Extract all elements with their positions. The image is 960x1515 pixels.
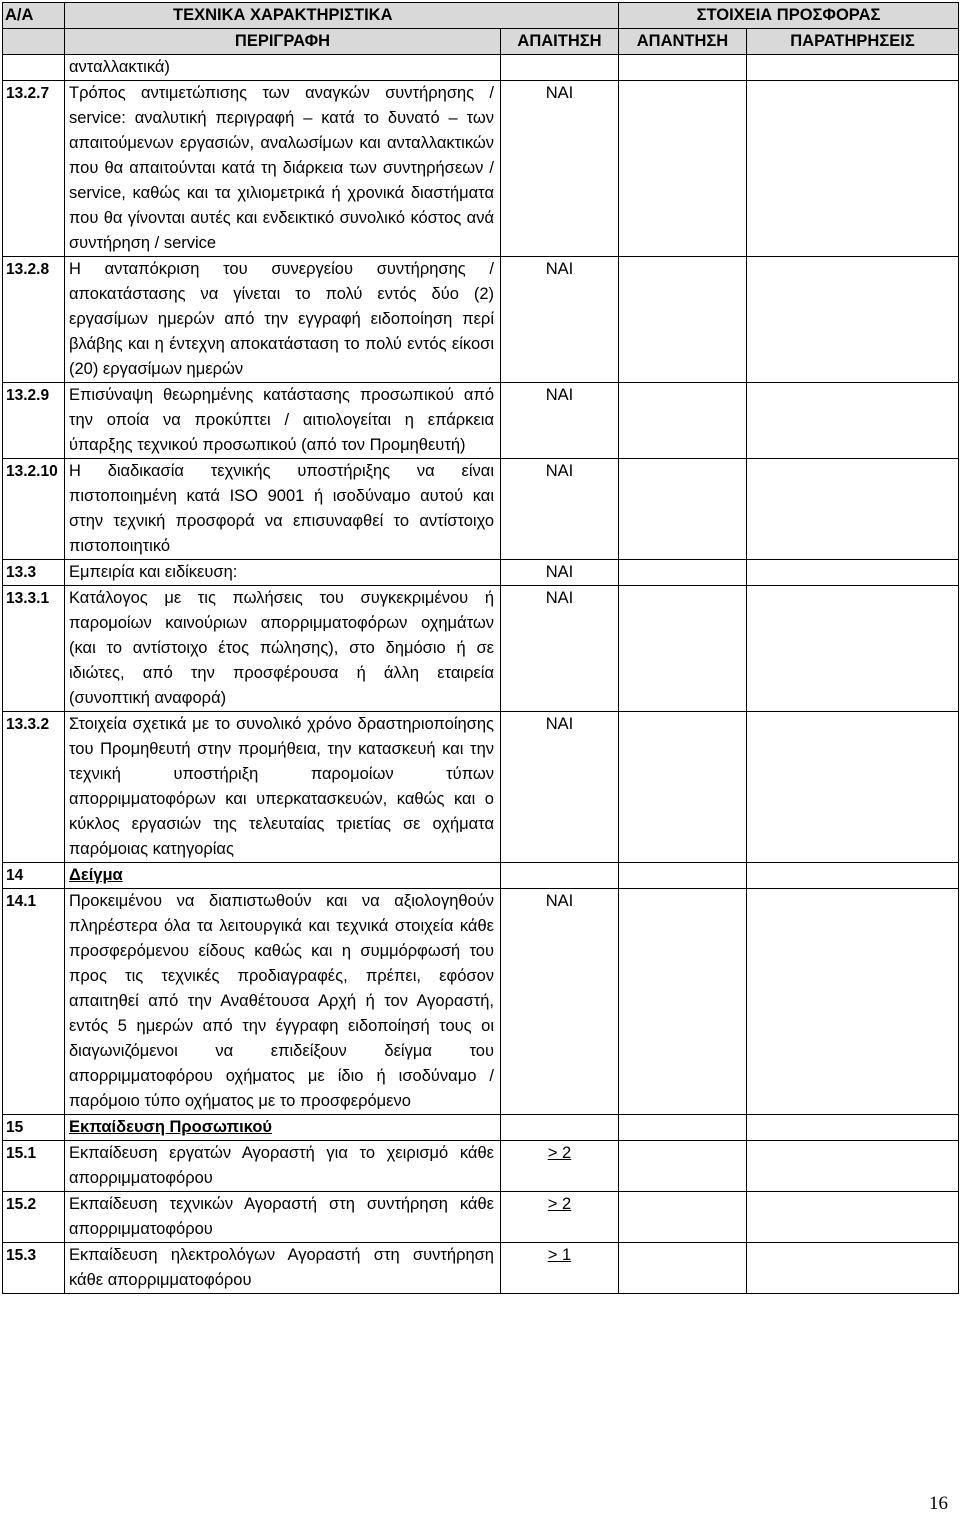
row-id bbox=[3, 889, 65, 1115]
table-row bbox=[3, 459, 959, 560]
row-answer bbox=[619, 1141, 747, 1192]
row-description bbox=[65, 560, 501, 586]
row-requirement bbox=[501, 81, 619, 257]
header-row-sub bbox=[3, 29, 959, 55]
row-description-text: Προκειμένου να διαπιστωθούν και να αξιολογηθούν πληρέστερα όλα τα λειτουργικά και τεχνικά στοιχεία κάθε προσφερόμενου είδους καθώς και η συμμόρφωσή του προς τις τεχνικές προδιαγραφές, πρέπει, εφόσον απαιτηθεί από την Αναθέτουσα Αρχή ή τον Αγοραστή, εντός 5 ημερών από την έγγραφη ειδοποίησή τους οι διαγωνιζόμενοι να επιδείξουν δείγμα του απορριμματοφόρου οχήματος με ίδιο ή ισοδύναμο / παρόμοιο τύπο οχήματος με το προσφερόμενο bbox=[69, 892, 494, 1110]
row-answer bbox=[619, 1243, 747, 1294]
row-requirement bbox=[501, 863, 619, 889]
row-id-text: 13.2.7 bbox=[6, 85, 50, 102]
row-notes bbox=[747, 863, 959, 889]
specifications-table bbox=[2, 2, 959, 1294]
row-requirement-text: ΝΑΙ bbox=[545, 892, 574, 910]
row-description-text: ανταλλακτικά) bbox=[69, 58, 170, 76]
header-col-id: Α/Α bbox=[3, 3, 65, 29]
row-requirement bbox=[501, 889, 619, 1115]
header-sub-ans: ΑΠΑΝΤΗΣΗ bbox=[619, 29, 747, 55]
row-requirement bbox=[501, 1243, 619, 1294]
row-description bbox=[65, 55, 501, 81]
header-col-offer: ΣΤΟΙΧΕΙΑ ΠΡΟΣΦΟΡΑΣ bbox=[619, 3, 959, 29]
row-description bbox=[65, 586, 501, 712]
row-description-text: Στοιχεία σχετικά με το συνολικό χρόνο δραστηριοποίησης του Προμηθευτή στην προμήθεια, την κατασκευή και την τεχνική υποστήριξη παρομοίων τύπων απορριμματοφόρων και υπερκατασκευών, καθώς και ο κύκλος εργασιών της τελευταίας τριετίας σε οχήματα παρόμοιας κατηγορίας bbox=[69, 715, 494, 858]
row-notes bbox=[747, 560, 959, 586]
row-requirement-text: ΝΑΙ bbox=[545, 589, 574, 607]
row-description bbox=[65, 1192, 501, 1243]
row-description-text: Η ανταπόκριση του συνεργείου συντήρησης / αποκατάστασης να γίνεται το πολύ εντός δύο (2) εργασίμων ημερών από την εγγραφή ειδοποίηση περί βλάβης και η έντεχνη αποκατάσταση το πολύ εντός είκοσι (20) εργασίμων ημερών bbox=[69, 260, 494, 378]
header-sub-req: ΑΠΑΙΤΗΣΗ bbox=[501, 29, 619, 55]
row-id-text: 15 bbox=[6, 1119, 24, 1136]
row-requirement bbox=[501, 257, 619, 383]
row-description bbox=[65, 383, 501, 459]
row-description-text: Εκπαίδευση εργατών Αγοραστή για το χειρισμό κάθε απορριμματοφόρου bbox=[69, 1144, 494, 1187]
row-description-text: Τρόπος αντιμετώπισης των αναγκών συντήρησης / service: αναλυτική περιγραφή – κατά το δυνατό – των απαιτούμενων εργασιών, αναλωσίμων και ανταλλακτικών που θα απαιτούνται κατά τη διάρκεια των συντηρήσεων / service, καθώς και τα χιλιομετρικά ή χρονικά διαστήματα που θα γίνονται αυτές και ενδεικτικό συνολικό κόστος ανά συντήρηση / service bbox=[69, 84, 494, 252]
row-description bbox=[65, 81, 501, 257]
row-id-text: 13.3.2 bbox=[6, 716, 50, 733]
row-id-text: 13.2.10 bbox=[6, 463, 58, 480]
row-notes bbox=[747, 1243, 959, 1294]
row-id bbox=[3, 257, 65, 383]
header-sub-notes: ΠΑΡΑΤΗΡΗΣΕΙΣ bbox=[747, 29, 959, 55]
row-description-text: Εκπαίδευση Προσωπικού bbox=[69, 1118, 273, 1136]
row-id bbox=[3, 560, 65, 586]
row-id bbox=[3, 459, 65, 560]
row-notes bbox=[747, 81, 959, 257]
row-answer bbox=[619, 1115, 747, 1141]
row-id bbox=[3, 712, 65, 863]
row-id bbox=[3, 586, 65, 712]
table-row bbox=[3, 257, 959, 383]
row-answer bbox=[619, 257, 747, 383]
row-description-text: Εκπαίδευση τεχνικών Αγοραστή στη συντήρηση κάθε απορριμματοφόρου bbox=[69, 1195, 494, 1238]
row-description-text: Επισύναψη θεωρημένης κατάστασης προσωπικού από την οποία να προκύπτει / αιτιολογείται η επάρκεια ύπαρξης τεχνικού προσωπικού (από τον Προμηθευτή) bbox=[69, 386, 494, 454]
table-row bbox=[3, 55, 959, 81]
table-row bbox=[3, 560, 959, 586]
row-notes bbox=[747, 712, 959, 863]
header-row-main bbox=[3, 3, 959, 29]
row-answer bbox=[619, 1192, 747, 1243]
row-answer bbox=[619, 81, 747, 257]
row-requirement bbox=[501, 1115, 619, 1141]
table-row bbox=[3, 586, 959, 712]
row-description-text: Εμπειρία και ειδίκευση: bbox=[69, 563, 238, 581]
row-requirement-text: ΝΑΙ bbox=[545, 260, 574, 278]
row-notes bbox=[747, 1141, 959, 1192]
row-id bbox=[3, 383, 65, 459]
row-description bbox=[65, 459, 501, 560]
header-col-tech-spacer bbox=[501, 3, 619, 29]
row-requirement-text: > 2 bbox=[547, 1144, 572, 1162]
row-answer bbox=[619, 586, 747, 712]
header-sub-desc: ΠΕΡΙΓΡΑΦΗ bbox=[65, 29, 501, 55]
table-row bbox=[3, 81, 959, 257]
row-description bbox=[65, 863, 501, 889]
row-id-text: 15.2 bbox=[6, 1196, 37, 1213]
row-description bbox=[65, 1141, 501, 1192]
row-id-text: 15.1 bbox=[6, 1145, 37, 1162]
row-requirement-text: > 1 bbox=[547, 1246, 572, 1264]
row-description bbox=[65, 712, 501, 863]
row-requirement bbox=[501, 712, 619, 863]
row-answer bbox=[619, 560, 747, 586]
row-id bbox=[3, 81, 65, 257]
row-id-text: 13.2.9 bbox=[6, 387, 50, 404]
row-notes bbox=[747, 1192, 959, 1243]
table-row bbox=[3, 1115, 959, 1141]
table-row bbox=[3, 863, 959, 889]
row-requirement-text: ΝΑΙ bbox=[545, 462, 574, 480]
table-body bbox=[3, 55, 959, 1294]
row-requirement bbox=[501, 560, 619, 586]
row-requirement bbox=[501, 586, 619, 712]
table-row bbox=[3, 712, 959, 863]
row-id bbox=[3, 1243, 65, 1294]
row-answer bbox=[619, 863, 747, 889]
header-col-tech: ΤΕΧΝΙΚΑ ΧΑΡΑΚΤΗΡΙΣΤΙΚΑ bbox=[65, 3, 501, 29]
table-row bbox=[3, 1243, 959, 1294]
row-answer bbox=[619, 55, 747, 81]
row-description bbox=[65, 889, 501, 1115]
row-notes bbox=[747, 383, 959, 459]
row-id bbox=[3, 1141, 65, 1192]
row-id bbox=[3, 1115, 65, 1141]
row-answer bbox=[619, 889, 747, 1115]
row-notes bbox=[747, 257, 959, 383]
row-id bbox=[3, 1192, 65, 1243]
table-row bbox=[3, 889, 959, 1115]
row-requirement bbox=[501, 459, 619, 560]
row-requirement bbox=[501, 1141, 619, 1192]
table-row bbox=[3, 383, 959, 459]
row-description bbox=[65, 1243, 501, 1294]
row-description-text: Εκπαίδευση ηλεκτρολόγων Αγοραστή στη συντήρηση κάθε απορριμματοφόρου bbox=[69, 1246, 494, 1289]
row-id-text: 14.1 bbox=[6, 893, 37, 910]
row-id-text: 15.3 bbox=[6, 1247, 37, 1264]
page-number: 16 bbox=[929, 1493, 948, 1514]
header-sub-empty bbox=[3, 29, 65, 55]
row-id-text: 13.3 bbox=[6, 564, 37, 581]
row-id bbox=[3, 55, 65, 81]
row-id-text: 13.2.8 bbox=[6, 261, 50, 278]
row-requirement-text: ΝΑΙ bbox=[545, 563, 574, 581]
row-id-text: 14 bbox=[6, 867, 24, 884]
row-requirement bbox=[501, 383, 619, 459]
row-description-text: Η διαδικασία τεχνικής υποστήριξης να είναι πιστοποιημένη κατά ISO 9001 ή ισοδύναμο αυτού και στην τεχνική προσφορά να επισυναφθεί το αντίστοιχο πιστοποιητικό bbox=[69, 462, 494, 555]
table-row bbox=[3, 1141, 959, 1192]
row-description bbox=[65, 1115, 501, 1141]
row-id bbox=[3, 863, 65, 889]
row-requirement-text: > 2 bbox=[547, 1195, 572, 1213]
row-description-text: Δείγμα bbox=[69, 866, 123, 884]
row-answer bbox=[619, 459, 747, 560]
row-notes bbox=[747, 889, 959, 1115]
row-requirement bbox=[501, 55, 619, 81]
row-id-text: 13.3.1 bbox=[6, 590, 50, 607]
row-answer bbox=[619, 712, 747, 863]
row-requirement-text: ΝΑΙ bbox=[545, 84, 574, 102]
row-notes bbox=[747, 1115, 959, 1141]
row-requirement bbox=[501, 1192, 619, 1243]
row-requirement-text: ΝΑΙ bbox=[545, 715, 574, 733]
row-requirement-text: ΝΑΙ bbox=[545, 386, 574, 404]
row-notes bbox=[747, 459, 959, 560]
row-description-text: Κατάλογος με τις πωλήσεις του συγκεκριμένου ή παρομοίων καινούριων απορριμματοφόρων οχημάτων (και το αντίστοιχο έτος πώλησης), στο δημόσιο ή σε ιδιώτες, από την προσφέρουσα ή άλλη εταιρεία (συνοπτική αναφορά) bbox=[69, 589, 494, 707]
row-answer bbox=[619, 383, 747, 459]
row-description bbox=[65, 257, 501, 383]
row-notes bbox=[747, 586, 959, 712]
table-row bbox=[3, 1192, 959, 1243]
row-notes bbox=[747, 55, 959, 81]
